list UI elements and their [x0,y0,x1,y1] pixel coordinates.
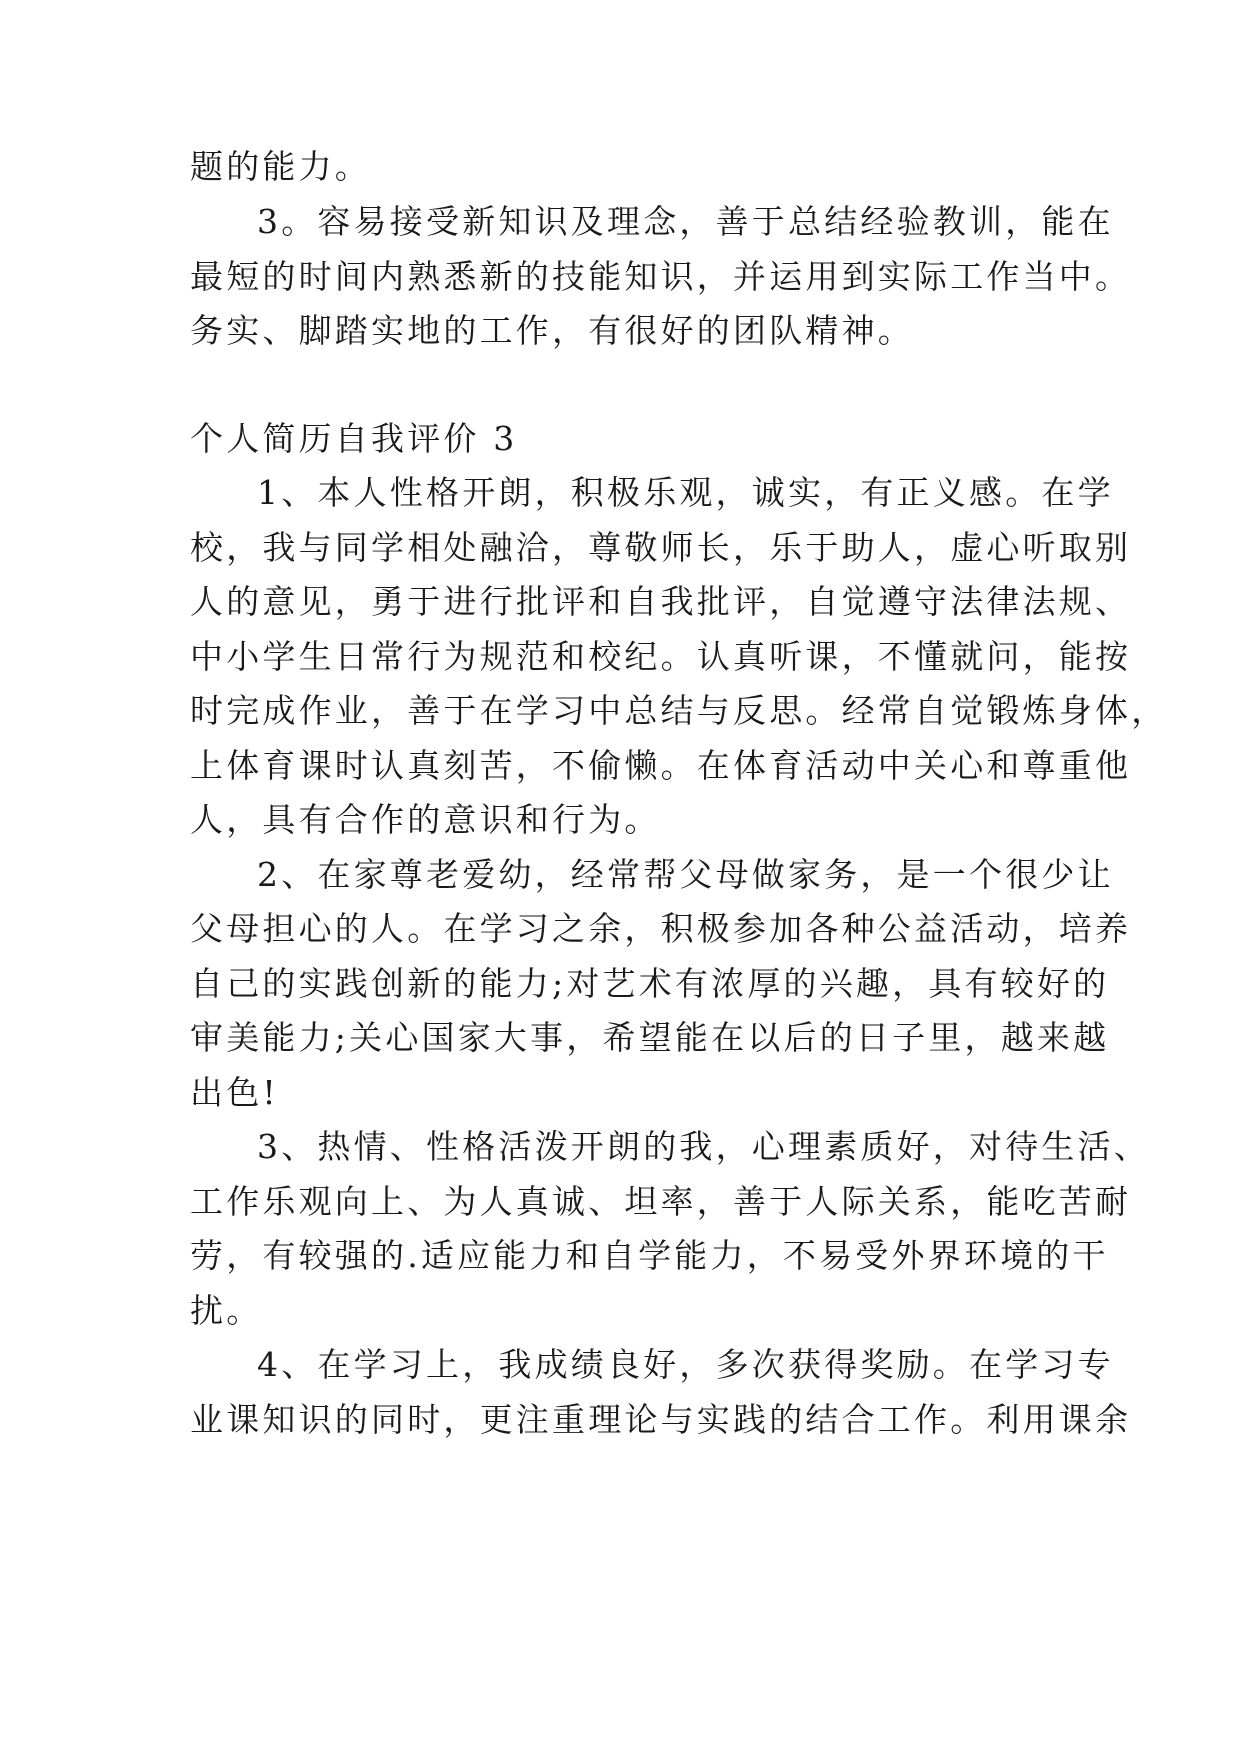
text-line: 题的能力。 [190,147,371,186]
text-line: 出色! [190,1073,279,1112]
text-line: 时完成作业，善于在学习中总结与反思。经常自觉锻炼身体， [190,691,1168,730]
paragraph-1-start: 1、本人性格开朗，积极乐观，诚实，有正义感。在学 [257,473,1114,512]
text-line: 审美能力;关心国家大事，希望能在以后的日子里，越来越 [190,1018,1110,1057]
text-line: 最短的时间内熟悉新的技能知识，并运用到实际工作当中。 [190,257,1132,296]
paragraph-3-start: 3。容易接受新知识及理念，善于总结经验教训，能在 [257,202,1114,241]
text-line: 中小学生日常行为规范和校纪。认真听课，不懂就问，能按 [190,637,1132,676]
text-line: 扰。 [190,1291,263,1330]
text-line: 业课知识的同时，更注重理论与实践的结合工作。利用课余 [190,1400,1132,1439]
paragraph-3-start: 3、热情、性格活泼开朗的我，心理素质好，对待生活、 [257,1127,1150,1166]
paragraph-4-start: 4、在学习上，我成绩良好，多次获得奖励。在学习专 [257,1345,1114,1384]
text-line: 校，我与同学相处融洽，尊敬师长，乐于助人，虚心听取别 [190,528,1132,567]
text-line: 劳，有较强的.适应能力和自学能力，不易受外界环境的干 [190,1236,1109,1275]
text-line: 自己的实践创新的能力;对艺术有浓厚的兴趣，具有较好的 [190,964,1110,1003]
paragraph-2-start: 2、在家尊老爱幼，经常帮父母做家务，是一个很少让 [257,855,1114,894]
text-line: 上体育课时认真刻苦，不偷懒。在体育活动中关心和尊重他 [190,746,1132,785]
text-line: 工作乐观向上、为人真诚、坦率，善于人际关系，能吃苦耐 [190,1182,1132,1221]
text-line: 父母担心的人。在学习之余，积极参加各种公益活动，培养 [190,909,1132,948]
section-heading: 个人简历自我评价 3 [190,419,518,458]
text-line: 务实、脚踏实地的工作，有很好的团队精神。 [190,311,914,350]
text-line: 人，具有合作的意识和行为。 [190,800,661,839]
text-line: 人的意见，勇于进行批评和自我批评，自觉遵守法律法规、 [190,582,1132,621]
